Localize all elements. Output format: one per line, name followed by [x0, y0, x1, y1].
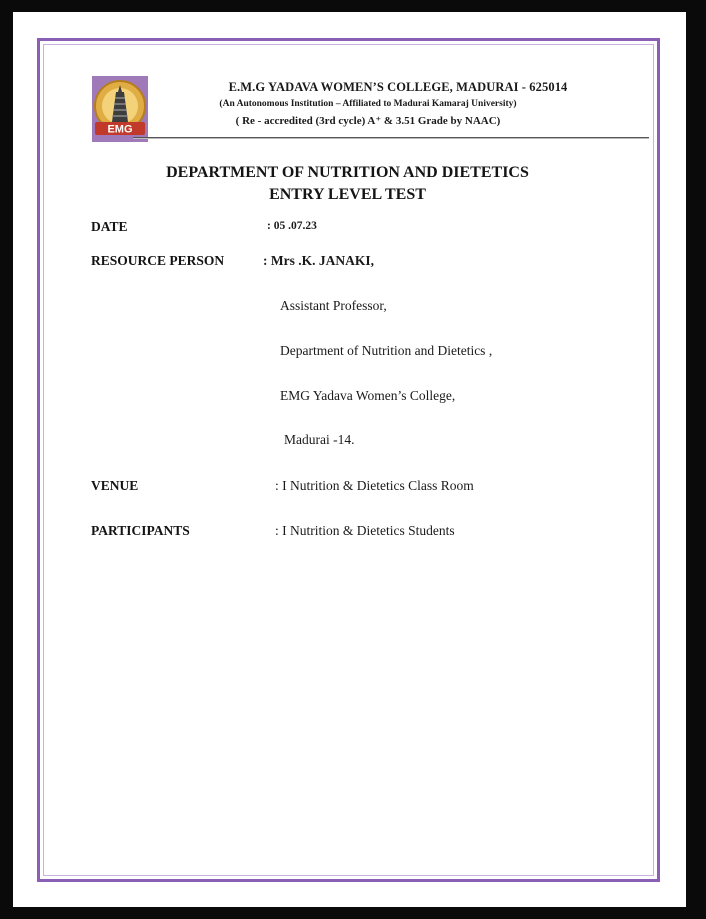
logo-text: EMG	[107, 123, 133, 136]
resource-person-value: : Mrs .K. JANAKI,	[263, 253, 374, 268]
resource-line: Madurai -14.	[284, 432, 355, 447]
participants-label: PARTICIPANTS	[91, 523, 190, 538]
resource-line: Assistant Professor,	[280, 298, 387, 313]
college-accreditation: ( Re - accredited (3rd cycle) A⁺ & 3.51 Grade by NAAC)	[235, 115, 501, 127]
event-title: ENTRY LEVEL TEST	[269, 186, 426, 203]
venue-value: : I Nutrition & Dietetics Class Room	[275, 478, 474, 493]
participants-value: : I Nutrition & Dietetics Students	[275, 523, 455, 538]
college-name: E.M.G YADAVA WOMEN’S COLLEGE, MADURAI - 625014	[228, 80, 568, 94]
header-divider	[133, 137, 649, 138]
resource-line: EMG Yadava Women’s College,	[280, 388, 456, 403]
department-title: DEPARTMENT OF NUTRITION AND DIETETICS	[166, 164, 529, 181]
college-affiliation: (An Autonomous Institution – Affiliated to Madurai Kamaraj University)	[219, 99, 517, 109]
venue-label: VENUE	[91, 478, 139, 493]
college-logo	[92, 76, 148, 142]
date-value: : 05 .07.23	[267, 220, 317, 232]
resource-line: Department of Nutrition and Dietetics ,	[280, 343, 493, 358]
document-page	[13, 12, 686, 907]
resource-person-label: RESOURCE PERSON	[91, 253, 225, 268]
date-label: DATE	[91, 219, 128, 234]
